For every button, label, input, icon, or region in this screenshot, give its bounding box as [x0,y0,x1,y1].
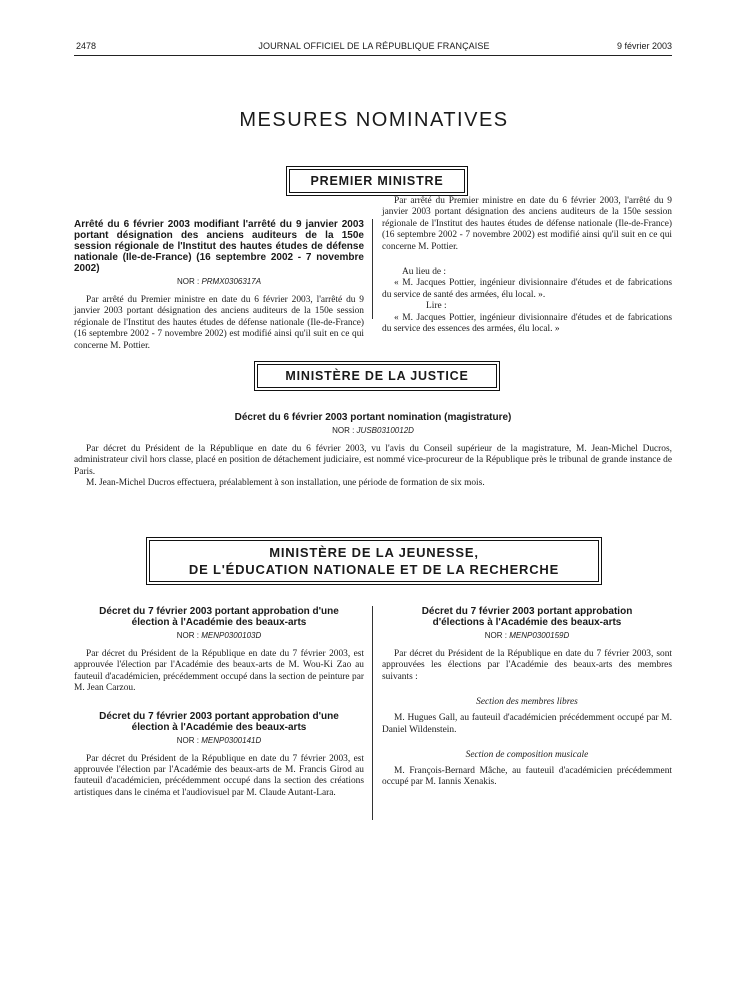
section-composition-musicale: Section de composition musicale [465,750,589,761]
section-2-body [382,766,672,789]
heading-line-1: MINISTÈRE DE LA JEUNESSE, [269,545,479,560]
nor-label: NOR : [484,631,507,640]
arrete-block-left [74,219,364,351]
section-heading-premier-ministre [286,166,468,196]
section-1-body [382,713,672,736]
au-lieu-de: Au lieu de : [402,267,447,277]
arrete-continuation [382,196,672,335]
justice-nor [74,425,672,436]
justice-decret [74,412,672,490]
heading-line-2: DE L'ÉDUCATION NATIONALE ET DE LA RECHERCHE [188,562,560,577]
decret-2-nor [74,735,364,746]
decret-2-text: Par décret du Président de la République en date du 7 février 2003, est approuvée l'élection par l'Académie des beaux-arts de M. Francis Girod au fauteuil d'académicien, précédemment occupé dans la section des créations artistiques dans le cinéma et l'audiovisuel par M. Claude Autant-Lara. [74,753,364,798]
decret-3-text: Par décret du Président de la République en date du 7 février 2003, sont approuvées les élections par l'Académie des beaux-arts des membres suivants : [382,649,672,682]
nor-label: NOR : [176,631,199,640]
old-text: « M. Jacques Pottier, ingénieur divisionnaire d'études et de fabrications du service de santé des armées, élu local. ». [382,278,672,300]
section-heading-label: MINISTÈRE DE LA JUSTICE [257,364,497,388]
nor-code: MENP0300141D [201,735,262,745]
decret-3-body [382,649,672,683]
nor-label: NOR : [176,735,199,745]
nor-code: MENP0300159D [509,631,570,640]
decret-1-text: Par décret du Président de la République en date du 7 février 2003, est approuvée l'élection par l'Académie des beaux-arts de M. Wou-Ki Zao au fauteuil d'académicien, précédemment occupé dans la section de peinture par M. Jean Carzou. [74,649,364,694]
section-heading-label: PREMIER MINISTRE [289,169,465,193]
decret-2-title: Décret du 7 février 2003 portant approbation d'une élection à l'Académie des beaux-arts [99,710,339,733]
arrete-intro-text-cont: Par arrêté du Premier ministre en date du 6 février 2003, l'arrêté du 9 janvier 2003 portant désignation des anciens auditeurs de la 150e session régionale de l'Institut des hautes études de défense nationale (Ile-de-France) (16 septembre 2002 - 7 novembre 2002) est modifié ainsi qu'il suit en ce qui concerne M. Pottier. [382,196,672,252]
decret-2-body [74,754,364,800]
section-heading-jeunesse [146,537,602,585]
arrete-intro-text: Par arrêté du Premier ministre en date du 6 février 2003, l'arrêté du 9 janvier 2003 portant désignation des anciens auditeurs de la 150e session régionale de l'Institut des hautes études de défense nationale (Ile-de-France) (16 septembre 2002 - 7 novembre 2002) est modifié ainsi qu'il suit en ce qui concerne M. Pottier. [74,295,364,351]
section-2-text: M. François-Bernard Mâche, au fauteuil d'académicien précédemment occupé par M. Iannis Xenakis. [382,766,672,788]
nor-code: PRMX0306317A [201,277,262,286]
section-heading-label [149,540,599,582]
header-rule [74,55,672,56]
column-divider [372,606,373,820]
page-title: MESURES NOMINATIVES [239,109,509,131]
arrete-block-right [382,196,672,335]
arrete-nor [74,276,364,287]
nor-code: JUSB0310012D [356,426,414,435]
decret-1-nor [74,630,364,641]
nor-code: MENP0300103D [201,631,262,640]
nor-label: NOR : [176,277,200,286]
nor-label: NOR : [332,426,355,435]
arrete-title: Arrêté du 6 février 2003 modifiant l'arrêté du 9 janvier 2003 portant désignation des anciens auditeurs de la 150e session régionale de l'Institut des hautes études de défense nationale (Ile-de-France) (16 septembre 2002 - 7 novembre 2002) [74,219,364,274]
arrete-intro-start [74,295,364,351]
issue-date: 9 février 2003 [616,41,672,51]
justice-decret-title: Décret du 6 février 2003 portant nomination (magistrature) [234,412,512,423]
decret-1-body [74,649,364,695]
jeunesse-left-column [74,606,364,799]
justice-para-1: Par décret du Président de la République en date du 6 février 2003, vu l'avis du Conseil supérieur de la magistrature, M. Jean-Michel Ducros, administrateur civil hors classe, placé en position de détachement judiciaire, est nommé vice-procureur de la République près le tribunal de grande instance de Paris. [74,444,672,477]
decret-3-nor [382,630,672,641]
arrete-intro-continuation [382,196,672,267]
section-membres-libres: Section des membres libres [476,697,578,708]
lire: Lire : [426,301,447,312]
decret-3-title: Décret du 7 février 2003 portant approbation d'élections à l'Académie des beaux-arts [421,606,633,628]
page-number: 2478 [76,41,97,51]
section-heading-justice [254,361,500,391]
journal-title: JOURNAL OFFICIEL DE LA RÉPUBLIQUE FRANÇAISE [258,41,490,51]
justice-para-2: M. Jean-Michel Ducros effectuera, préalablement à son installation, une période de formation de six mois. [86,478,485,489]
new-text: « M. Jacques Pottier, ingénieur divisionnaire d'études et de fabrications du service des essences des armées, élu local. » [382,312,672,335]
justice-body [74,444,672,490]
jeunesse-right-column [382,606,672,789]
column-divider [372,219,373,319]
section-1-text: M. Hugues Gall, au fauteuil d'académicien précédemment occupé par M. Daniel Wildenstein. [382,713,672,735]
decret-1-title: Décret du 7 février 2003 portant approbation d'une élection à l'Académie des beaux-arts [99,606,339,628]
